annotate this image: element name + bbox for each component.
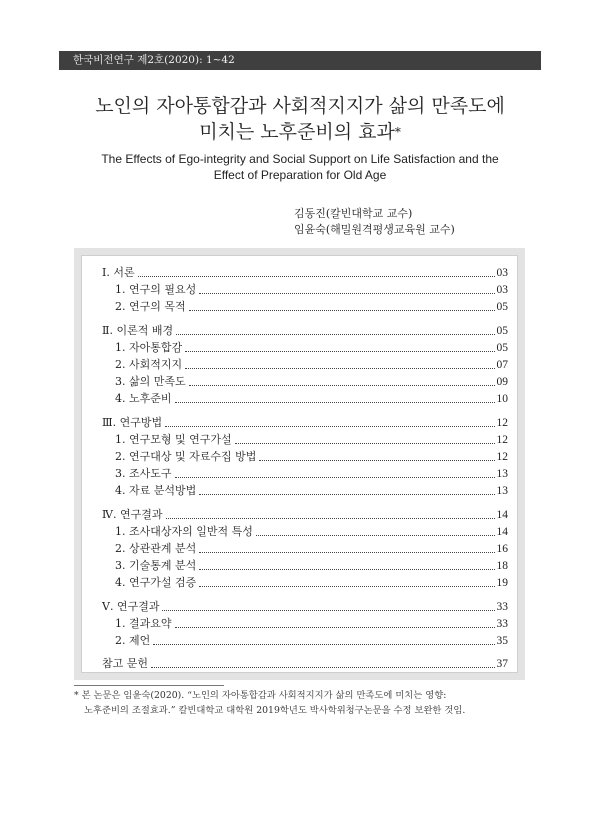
toc-section xyxy=(102,415,508,431)
toc-label: 3. 삶의 만족도 xyxy=(115,375,186,389)
toc-label: 2. 연구대상 및 자료수집 방법 xyxy=(115,450,257,463)
toc-subsection xyxy=(115,357,508,373)
toc-label: 3. 기술통계 분석 xyxy=(115,559,197,573)
author-2: 임윤숙(해밀원격평생교육원 교수) xyxy=(294,223,455,236)
toc-section xyxy=(102,323,508,339)
toc-page-number: 13 xyxy=(496,468,508,481)
toc-leader-dots xyxy=(199,551,494,553)
toc-label: Ⅴ. 연구결과 xyxy=(102,599,160,613)
toc-page-number: 18 xyxy=(496,560,508,573)
title-footnote-mark: * xyxy=(394,125,401,139)
toc-subsection xyxy=(115,282,508,298)
toc-subsection xyxy=(115,391,508,407)
toc-page-number: 05 xyxy=(496,324,508,337)
toc-page-number: 35 xyxy=(496,635,508,647)
toc-page-number: 33 xyxy=(496,600,508,613)
toc-label: 4. 자료 분석방법 xyxy=(115,484,197,498)
toc-page-number: 12 xyxy=(496,416,508,429)
author-1: 김동진(칼빈대학교 교수) xyxy=(294,207,413,220)
toc-page-number: 16 xyxy=(496,543,508,555)
footnote-line-2: 노후준비의 조절효과.” 칼빈대학교 대학원 2019학년도 박사학위청구논문을 수정 보완한 것임. xyxy=(84,705,466,716)
toc-page-number: 10 xyxy=(496,393,508,406)
toc-leader-dots xyxy=(175,476,495,478)
author-list xyxy=(294,206,554,238)
toc-label: 2. 제언 xyxy=(115,634,151,647)
toc-label: 2. 연구의 목적 xyxy=(115,300,186,314)
toc-leader-dots xyxy=(189,309,495,311)
toc-page-number: 12 xyxy=(496,451,508,463)
toc-label: Ⅳ. 연구결과 xyxy=(102,507,163,521)
toc-label: 2. 사회적지지 xyxy=(115,358,183,371)
toc-leader-dots xyxy=(166,517,495,519)
toc-subsection xyxy=(115,299,508,315)
toc-label: 1. 연구의 필요성 xyxy=(115,283,197,297)
toc-section xyxy=(102,265,508,281)
toc-leader-dots xyxy=(185,367,494,369)
toc-subsection xyxy=(115,558,508,574)
toc-subsection xyxy=(115,374,508,390)
toc-leader-dots xyxy=(199,585,494,587)
toc-leader-dots xyxy=(235,442,495,444)
english-title-line-1: The Effects of Ego-integrity and Social Support on Life Satisfaction and the xyxy=(101,152,499,166)
toc-label: 4. 노후준비 xyxy=(115,392,172,406)
toc-leader-dots xyxy=(175,401,495,403)
toc-section xyxy=(102,656,508,672)
toc-subsection xyxy=(115,340,508,356)
footnote xyxy=(74,688,534,718)
toc-leader-dots xyxy=(175,626,495,628)
toc-page-number: 09 xyxy=(496,376,508,389)
toc-leader-dots xyxy=(151,666,494,668)
toc-page-number: 14 xyxy=(496,525,508,538)
toc-subsection xyxy=(115,432,508,448)
journal-header: 한국비전연구 제2호(2020): 1~42 xyxy=(59,51,541,70)
toc-leader-dots xyxy=(162,609,494,611)
toc-label: 1. 자아통합감 xyxy=(115,340,183,354)
toc-leader-dots xyxy=(165,425,494,427)
toc-subsection xyxy=(115,483,508,499)
toc-leader-dots xyxy=(256,534,495,536)
toc-label: 1. 조사대상자의 일반적 특성 xyxy=(115,524,253,538)
korean-title xyxy=(0,93,600,145)
toc-subsection xyxy=(115,449,508,465)
toc-leader-dots xyxy=(259,459,494,461)
toc-leader-dots xyxy=(199,568,494,570)
toc-leader-dots xyxy=(138,275,495,277)
english-title-line-2: Effect of Preparation for Old Age xyxy=(213,168,387,182)
footnote-divider xyxy=(74,685,224,686)
toc-page-number: 03 xyxy=(496,284,508,297)
toc-leader-dots xyxy=(185,350,494,352)
toc-page-number: 05 xyxy=(496,341,508,354)
toc-label: 1. 결과요약 xyxy=(115,616,172,630)
toc-leader-dots xyxy=(199,493,494,495)
toc-section xyxy=(102,599,508,615)
toc-label: 2. 상관관계 분석 xyxy=(115,542,197,555)
toc-box xyxy=(81,255,518,673)
toc-leader-dots xyxy=(153,643,494,645)
korean-title-line-2-text: 미치는 노후준비의 효과 xyxy=(199,121,395,143)
toc-label: Ⅱ. 이론적 배경 xyxy=(102,323,174,337)
korean-title-line-2 xyxy=(0,119,600,145)
toc-leader-dots xyxy=(199,292,494,294)
toc-label: Ⅲ. 연구방법 xyxy=(102,415,163,429)
toc-page-number: 12 xyxy=(496,433,508,446)
toc-label: 1. 연구모형 및 연구가설 xyxy=(115,432,232,446)
table-of-contents xyxy=(74,248,525,680)
toc-subsection xyxy=(115,524,508,540)
footnote-line-1: * 본 논문은 임윤숙(2020). “노인의 자아통합감과 사회적지지가 삶의 만족도에 미치는 영향: xyxy=(74,690,447,701)
toc-subsection xyxy=(115,616,508,632)
toc-leader-dots xyxy=(176,333,494,335)
toc-subsection xyxy=(115,541,508,557)
toc-page-number: 03 xyxy=(496,267,508,279)
toc-page-number: 05 xyxy=(496,301,508,314)
toc-page-number: 14 xyxy=(496,508,508,521)
toc-page-number: 33 xyxy=(496,617,508,630)
toc-page-number: 37 xyxy=(496,658,508,671)
english-title xyxy=(60,151,540,183)
toc-section xyxy=(102,507,508,523)
toc-subsection xyxy=(115,466,508,482)
toc-leader-dots xyxy=(189,384,495,386)
toc-page-number: 19 xyxy=(496,577,508,590)
toc-page-number: 07 xyxy=(496,359,508,371)
toc-label: 3. 조사도구 xyxy=(115,467,172,481)
toc-subsection xyxy=(115,575,508,591)
toc-label: 참고 문헌 xyxy=(102,657,149,671)
toc-page-number: 13 xyxy=(496,485,508,498)
toc-subsection xyxy=(115,633,508,649)
toc-label: 4. 연구가설 검증 xyxy=(115,576,197,590)
korean-title-line-1: 노인의 자아통합감과 사회적지지가 삶의 만족도에 xyxy=(95,95,505,117)
toc-label: Ⅰ. 서론 xyxy=(102,266,135,279)
